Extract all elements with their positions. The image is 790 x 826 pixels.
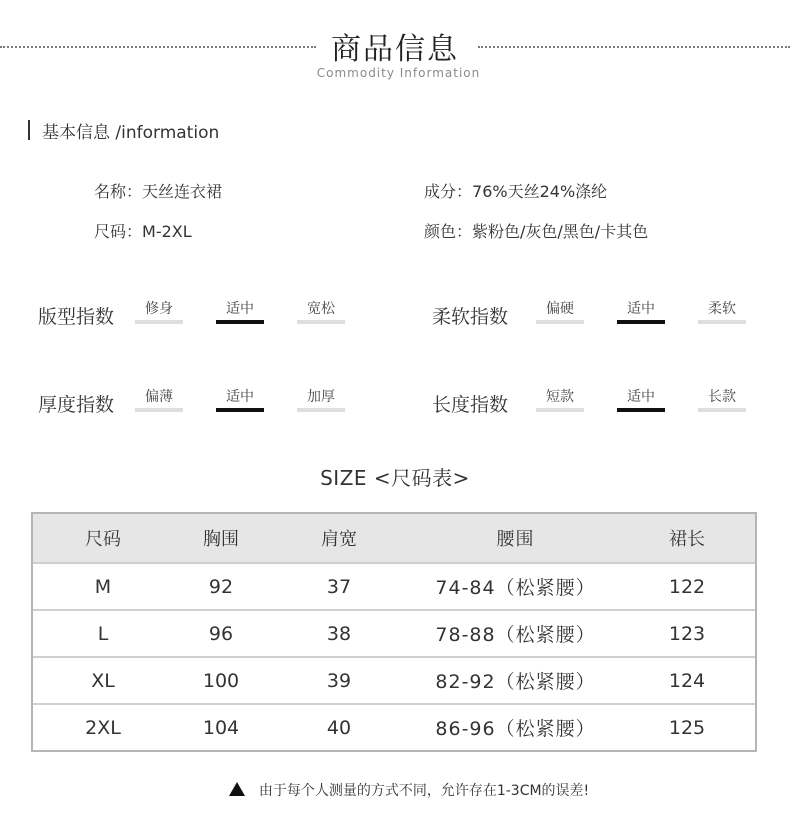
fit-option-0 [135, 298, 183, 324]
thickness-option-text: 偏薄 [145, 389, 173, 405]
thickness-option-text: 加厚 [307, 389, 335, 405]
fit-option-2 [297, 298, 345, 324]
fit-option-1 [216, 298, 264, 324]
section-marker [28, 120, 30, 140]
softness-option-text: 偏硬 [546, 301, 574, 317]
table-header-cell: 腰围 [496, 529, 535, 550]
info-composition-label: 成分： [424, 182, 473, 201]
length-index-label: 长度指数 [432, 394, 509, 416]
table-cell: M [94, 575, 112, 598]
thickness-option-bar [135, 408, 183, 412]
fit-option-bar [297, 320, 345, 324]
thickness-option-2 [297, 386, 345, 412]
length-option-text: 适中 [627, 389, 655, 405]
softness-option-bar [617, 320, 665, 324]
info-name-label: 名称： [94, 182, 143, 201]
note-text: 由于每个人测量的方式不同，允许存在1-3CM的误差! [258, 783, 590, 799]
table-header-cell: 裙长 [669, 529, 705, 550]
softness-option-2 [698, 298, 746, 324]
table-header-row [33, 514, 755, 562]
info-size [94, 219, 192, 242]
info-name [94, 179, 222, 202]
length-option-text: 长款 [708, 389, 736, 405]
table-cell: 78-88（松紧腰） [435, 624, 596, 646]
softness-option-text: 柔软 [708, 301, 736, 317]
table-cell: 38 [326, 622, 352, 645]
page-subtitle: Commodity Information [316, 66, 481, 80]
length-option-bar [698, 408, 746, 412]
measurement-note [0, 780, 790, 800]
table-cell: XL [91, 669, 115, 692]
table-cell: 40 [326, 716, 352, 739]
length-option-2 [698, 386, 746, 412]
table-cell: 96 [208, 622, 234, 645]
thickness-option-bar [297, 408, 345, 412]
table-cell: 39 [326, 669, 352, 692]
table-row [33, 703, 755, 750]
thickness-option-bar [216, 408, 264, 412]
table-cell: 37 [326, 575, 352, 598]
table-cell: L [97, 622, 109, 645]
fit-option-text: 宽松 [307, 301, 335, 317]
table-cell: 86-96（松紧腰） [435, 718, 596, 740]
table-cell: 123 [668, 622, 706, 645]
table-cell: 92 [208, 575, 234, 598]
table-row [33, 609, 755, 656]
info-color-label: 颜色： [424, 222, 473, 241]
table-row [33, 562, 755, 609]
length-option-1 [617, 386, 665, 412]
table-cell: 100 [202, 669, 240, 692]
softness-option-bar [536, 320, 584, 324]
info-composition [424, 179, 607, 202]
section-label: 基本信息 /information [42, 123, 220, 143]
table-header-cell: 胸围 [203, 529, 239, 550]
table-cell: 125 [668, 716, 706, 739]
fit-index-label: 版型指数 [38, 306, 115, 328]
table-row [33, 656, 755, 703]
thickness-option-0 [135, 386, 183, 412]
info-color [424, 219, 648, 242]
table-cell: 74-84（松紧腰） [435, 577, 596, 599]
table-cell: 82-92（松紧腰） [435, 671, 596, 693]
size-table [31, 512, 757, 752]
page-title: 商品信息 [331, 32, 459, 67]
thickness-index-label: 厚度指数 [38, 394, 115, 416]
info-color-value: 紫粉色/灰色/黑色/卡其色 [472, 222, 649, 241]
softness-index-label: 柔软指数 [432, 306, 509, 328]
length-option-text: 短款 [546, 389, 574, 405]
info-size-value: M-2XL [142, 222, 192, 241]
info-composition-value: 76%天丝24%涤纶 [472, 182, 608, 201]
table-header-cell: 肩宽 [321, 529, 357, 550]
softness-option-0 [536, 298, 584, 324]
length-option-0 [536, 386, 584, 412]
size-table-title: SIZE <尺码表> [320, 466, 470, 490]
warning-icon [229, 782, 245, 796]
table-cell: 122 [668, 575, 706, 598]
thickness-option-text: 适中 [226, 389, 254, 405]
fit-option-text: 适中 [226, 301, 254, 317]
fit-option-bar [216, 320, 264, 324]
length-option-bar [536, 408, 584, 412]
fit-option-text: 修身 [145, 301, 173, 317]
table-cell: 124 [668, 669, 706, 692]
info-name-value: 天丝连衣裙 [142, 182, 223, 201]
table-header-cell: 尺码 [85, 529, 121, 550]
length-option-bar [617, 408, 665, 412]
softness-option-1 [617, 298, 665, 324]
fit-option-bar [135, 320, 183, 324]
softness-option-bar [698, 320, 746, 324]
thickness-option-1 [216, 386, 264, 412]
softness-option-text: 适中 [627, 301, 655, 317]
info-size-label: 尺码： [94, 222, 143, 241]
table-cell: 2XL [85, 716, 121, 739]
table-cell: 104 [202, 716, 240, 739]
